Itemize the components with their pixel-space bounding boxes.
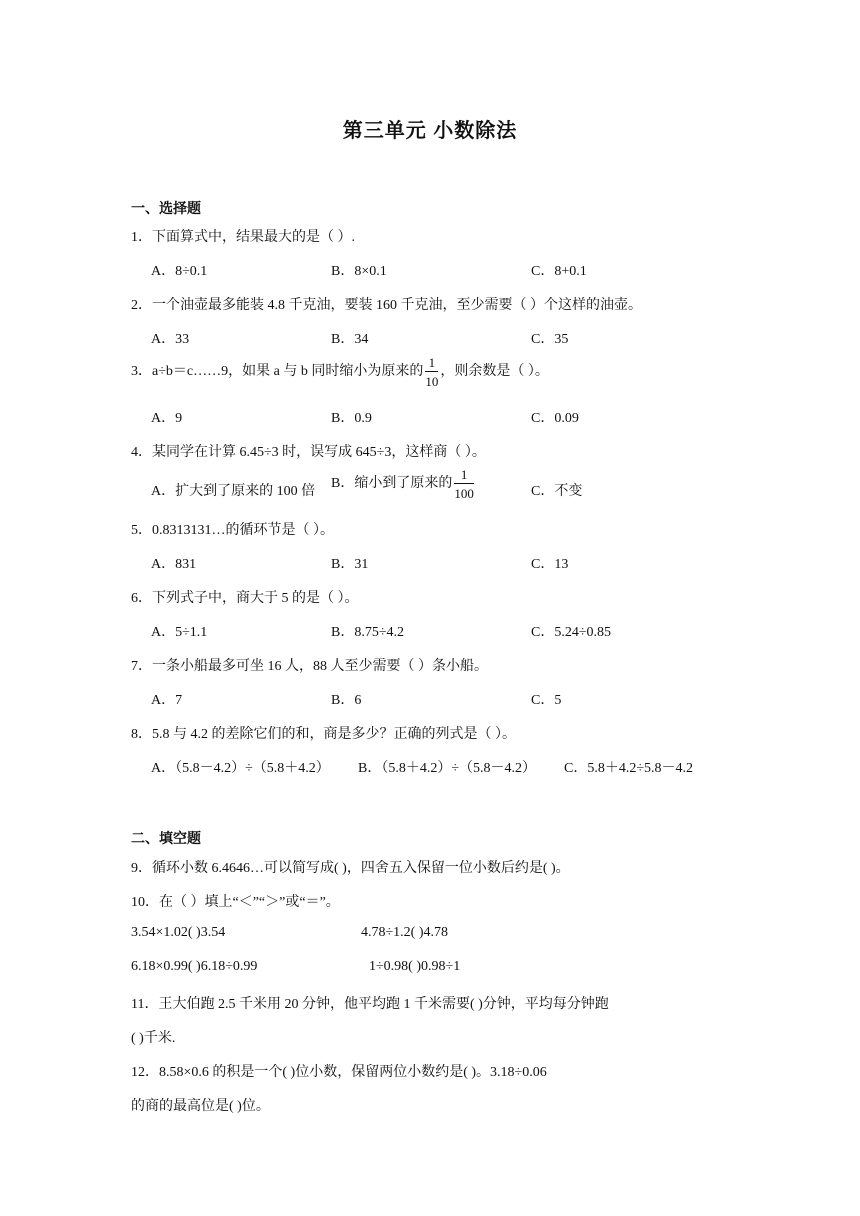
question-6-option-a: A．5÷1.1 xyxy=(151,625,208,640)
question-1-option-c: C．8+0.1 xyxy=(531,264,587,279)
question-8-option-b: B．（5.8＋4.2）÷（5.8－4.2） xyxy=(358,761,537,776)
question-5-stem: 5．0.8313131…的循环节是（ ）。 xyxy=(131,523,334,538)
question-8-stem: 8．5.8 与 4.2 的差除它们的和，商是多少？正确的列式是（ ）。 xyxy=(131,727,516,742)
section-heading-fill: 二、填空题 xyxy=(131,832,201,847)
question-7-option-a: A．7 xyxy=(151,693,183,708)
question-5-option-b: B．31 xyxy=(331,557,369,572)
question-7-option-b: B．6 xyxy=(331,693,362,708)
question-3-option-b: B．0.9 xyxy=(331,411,372,426)
section-heading-choice: 一、选择题 xyxy=(131,202,201,217)
question-10-item-2: 4.78÷1.2( )4.78 xyxy=(361,925,449,940)
question-4-option-a: A．扩大到了原来的 100 倍 xyxy=(151,484,316,499)
question-7-stem: 7．一条小船最多可坐 16 人，88 人至少需要（ ）条小船。 xyxy=(131,659,488,674)
question-1-option-b: B．8×0.1 xyxy=(331,264,387,279)
question-2-stem: 2．一个油壶最多能装 4.8 千克油，要装 160 千克油，至少需要（ ）个这样的油壶。 xyxy=(131,298,642,313)
question-6-option-c: C．5.24÷0.85 xyxy=(531,625,612,640)
question-10-stem: 10．在（ ）填上“＜”“＞”或“＝”。 xyxy=(131,895,340,910)
question-2-option-b: B．34 xyxy=(331,332,369,347)
question-4-stem: 4．某同学在计算 6.45÷3 时，误写成 645÷3，这样商（ ）。 xyxy=(131,445,486,460)
question-8-option-c: C．5.8＋4.2÷5.8－4.2 xyxy=(564,761,694,776)
question-5-option-a: A．831 xyxy=(151,557,197,572)
fraction-denominator: 10 xyxy=(425,374,439,389)
question-3-option-c: C．0.09 xyxy=(531,411,579,426)
question-11-line-1: 11．王大伯跑 2.5 千米用 20 分钟，他平均跑 1 千米需要( )分钟，平均每分钟跑 xyxy=(131,997,609,1012)
question-11-line-2: ( )千米. xyxy=(131,1031,176,1046)
question-4-option-b-text: B．缩小到了原来的 xyxy=(331,476,453,492)
question-12-line-1: 12．8.58×0.6 的积是一个( )位小数，保留两位小数约是( )。3.18÷0.06 xyxy=(131,1065,547,1080)
question-3-fraction xyxy=(425,356,438,388)
question-3-stem-post: ，则余数是（ ）。 xyxy=(440,364,549,380)
question-1-option-a: A．8÷0.1 xyxy=(151,264,208,279)
question-4-option-b xyxy=(331,468,476,500)
question-2-option-c: C．35 xyxy=(531,332,569,347)
fraction-denominator: 100 xyxy=(454,486,474,501)
question-3-stem-pre: 3．a÷b＝c……9，如果 a 与 b 同时缩小为原来的 xyxy=(131,364,424,380)
question-3-stem xyxy=(131,356,549,388)
question-1-stem: 1．下面算式中，结果最大的是（ ）. xyxy=(131,230,355,245)
question-4-option-c: C．不变 xyxy=(531,484,583,499)
question-10-item-1: 3.54×1.02( )3.54 xyxy=(131,925,226,940)
question-10-item-3: 6.18×0.99( )6.18÷0.99 xyxy=(131,959,258,974)
question-6-option-b: B．8.75÷4.2 xyxy=(331,625,405,640)
question-7-option-c: C．5 xyxy=(531,693,562,708)
fraction-numerator: 1 xyxy=(425,356,438,372)
question-10-item-4: 1÷0.98( )0.98÷1 xyxy=(369,959,461,974)
question-3-option-a: A．9 xyxy=(151,411,183,426)
question-8-option-a: A．（5.8－4.2）÷（5.8＋4.2） xyxy=(151,761,330,776)
question-4-fraction xyxy=(454,468,474,500)
page-title: 第三单元 小数除法 xyxy=(342,120,518,142)
question-9: 9．循环小数 6.4646…可以简写成( )，四舍五入保留一位小数后约是( )。 xyxy=(131,861,570,876)
question-5-option-c: C．13 xyxy=(531,557,569,572)
fraction-numerator: 1 xyxy=(454,468,474,484)
question-6-stem: 6．下列式子中，商大于 5 的是（ ）。 xyxy=(131,591,359,606)
question-12-line-2: 的商的最高位是( )位。 xyxy=(131,1099,270,1114)
question-2-option-a: A．33 xyxy=(151,332,190,347)
